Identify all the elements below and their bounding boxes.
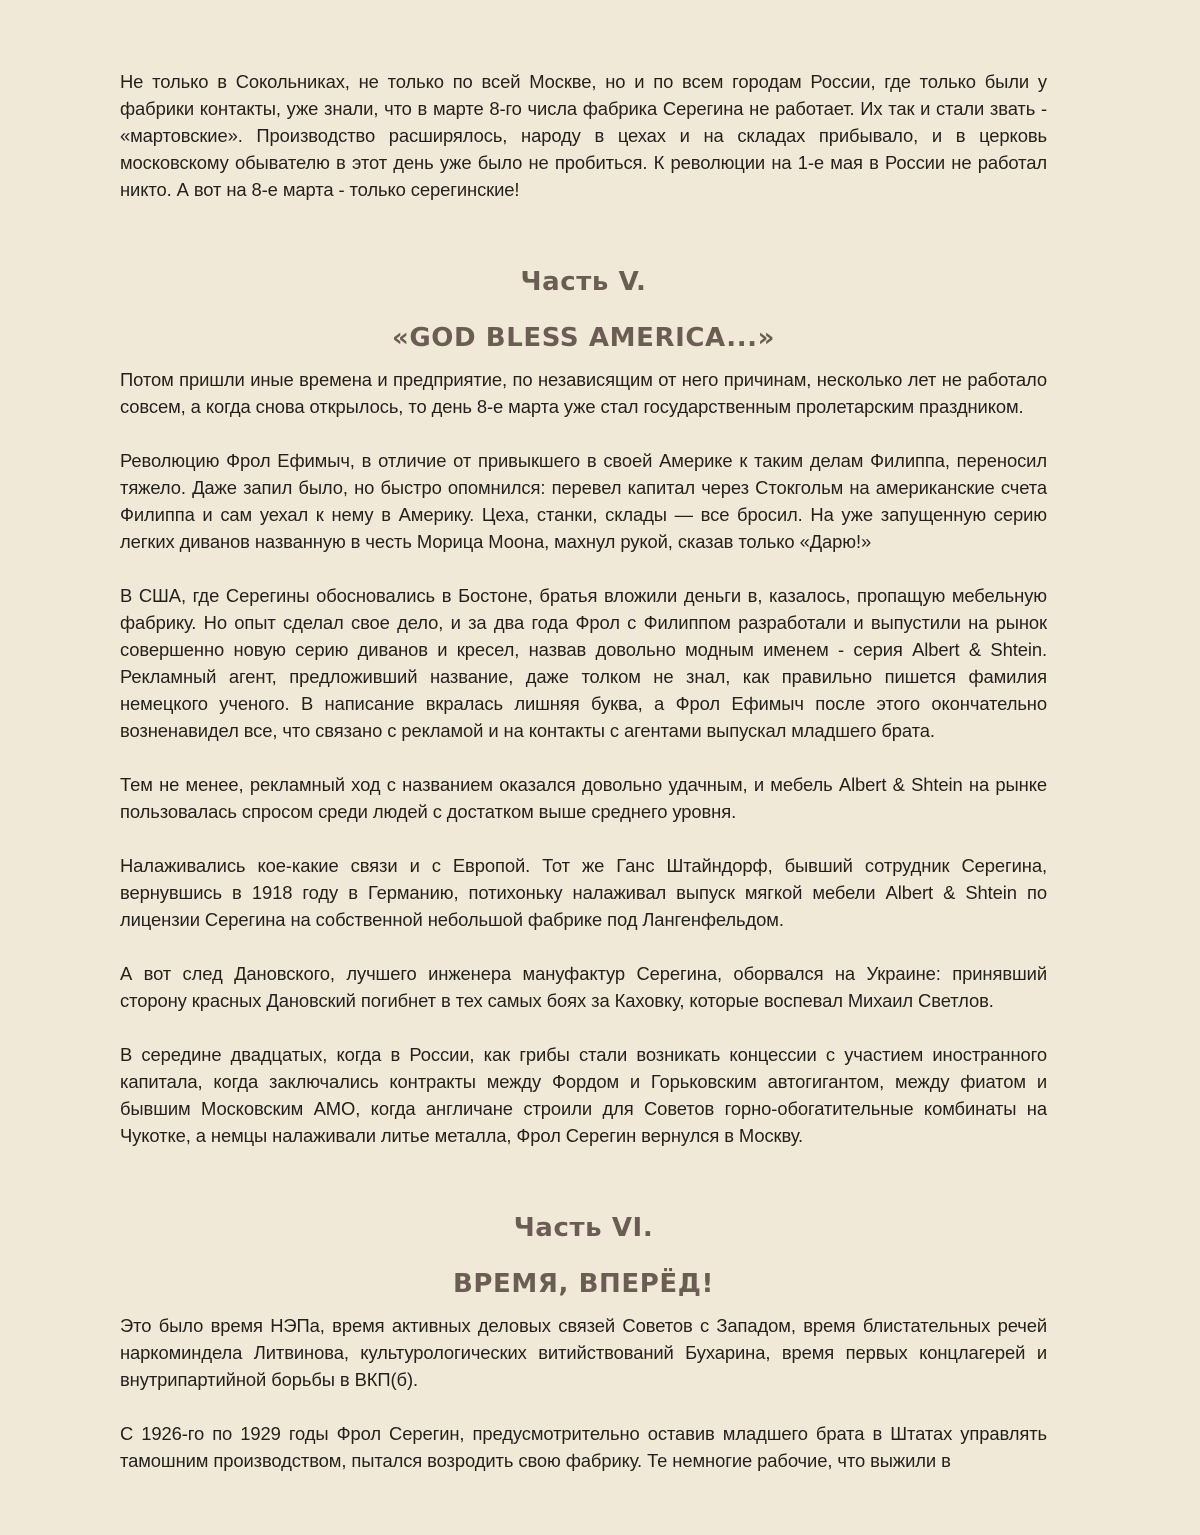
- part5-title: «GOD BLESS AMERICA...»: [391, 323, 776, 353]
- intro-paragraph: Не только в Сокольниках, не только по всей Москве, но и по всем городам России, где только были у фабрики контакты, уже знали, что в марте 8-го числа фабрика Серегина не работает. Их так и стали звать - «мартовские». Производство расширялось, народу в цехах и на складах прибывало, и в церковь московскому обывателю в этот день уже было не пробиться. К революции на 1-е мая в России не работал никто. А вот на 8-е марта - только серегинские!: [120, 71, 1047, 200]
- part5-label: Часть V.: [520, 267, 647, 297]
- part5-paragraph: В середине двадцатых, когда в России, как грибы стали возникать концессии с участием иностранного капитала, когда заключались контракты между Фордом и Горьковским автогигантом, между фиатом и бывшим Московским АМО, когда англичане строили для Советов горно-обогатительные комбинаты на Чукотке, а немцы налаживали литье металла, Фрол Серегин вернулся в Москву.: [120, 1044, 1047, 1146]
- part5-paragraph: В США, где Серегины обосновались в Бостоне, братья вложили деньги в, казалось, пропащую мебельную фабрику. Но опыт сделал свое дело, и за два года Фрол с Филиппом разработали и выпустили на рынок совершенно новую серию диванов и кресел, назвав довольно модным именем - серия Albert & Shtein. Рекламный агент, предложивший название, даже толком не знал, как правильно пишется фамилия немецкого ученого. В написание вкралась лишняя буква, а Фрол Ефимыч после этого окончательно возненавидел все, что связано с рекламой и на контакты с агентами выпускал младшего брата.: [120, 585, 1047, 741]
- part5-paragraph: Налаживались кое-какие связи и с Европой. Тот же Ганс Штайндорф, бывший сотрудник Серегина, вернувшись в 1918 году в Германию, потихоньку налаживал выпуск мягкой мебели Albert & Shtein по лицензии Серегина на собственной небольшой фабрике под Лангенфельдом.: [120, 855, 1047, 930]
- part5-paragraph: Тем не менее, рекламный ход с названием оказался довольно удачным, и мебель Albert & Shtein на рынке пользовалась спросом среди людей с достатком выше среднего уровня.: [120, 774, 1047, 822]
- part6-paragraph: С 1926-го по 1929 годы Фрол Серегин, предусмотрительно оставив младшего брата в Штатах управлять тамошним производством, пытался возродить свою фабрику. Те немногие рабочие, что выжили в: [120, 1423, 1047, 1471]
- part6-paragraph: Это было время НЭПа, время активных деловых связей Советов с Западом, время блистательных речей наркоминдела Литвинова, культурологических витийствований Бухарина, время первых концлагерей и внутрипартийной борьбы в ВКП(б).: [120, 1315, 1047, 1390]
- part6-title: ВРЕМЯ, ВПЕРЁД!: [452, 1269, 715, 1299]
- part6-label: Часть VI.: [513, 1213, 654, 1243]
- part5-paragraph: Потом пришли иные времена и предприятие, по независящим от него причинам, несколько лет не работало совсем, а когда снова открылось, то день 8-е марта уже стал государственным пролетарским праздником.: [120, 369, 1047, 417]
- part5-paragraph: А вот след Дановского, лучшего инженера мануфактур Серегина, оборвался на Украине: принявший сторону красных Дановский погибнет в тех самых боях за Каховку, которые воспевал Михаил Светлов.: [120, 963, 1047, 1011]
- document-page: [120, 68, 1047, 1474]
- part5-paragraph: Революцию Фрол Ефимыч, в отличие от привыкшего в своей Америке к таким делам Филиппа, переносил тяжело. Даже запил было, но быстро опомнился: перевел капитал через Стокгольм на американские счета Филиппа и сам уехал к нему в Америку. Цеха, станки, склады — все бросил. На уже запущенную серию легких диванов названную в честь Морица Моона, махнул рукой, сказав только «Дарю!»: [120, 450, 1047, 552]
